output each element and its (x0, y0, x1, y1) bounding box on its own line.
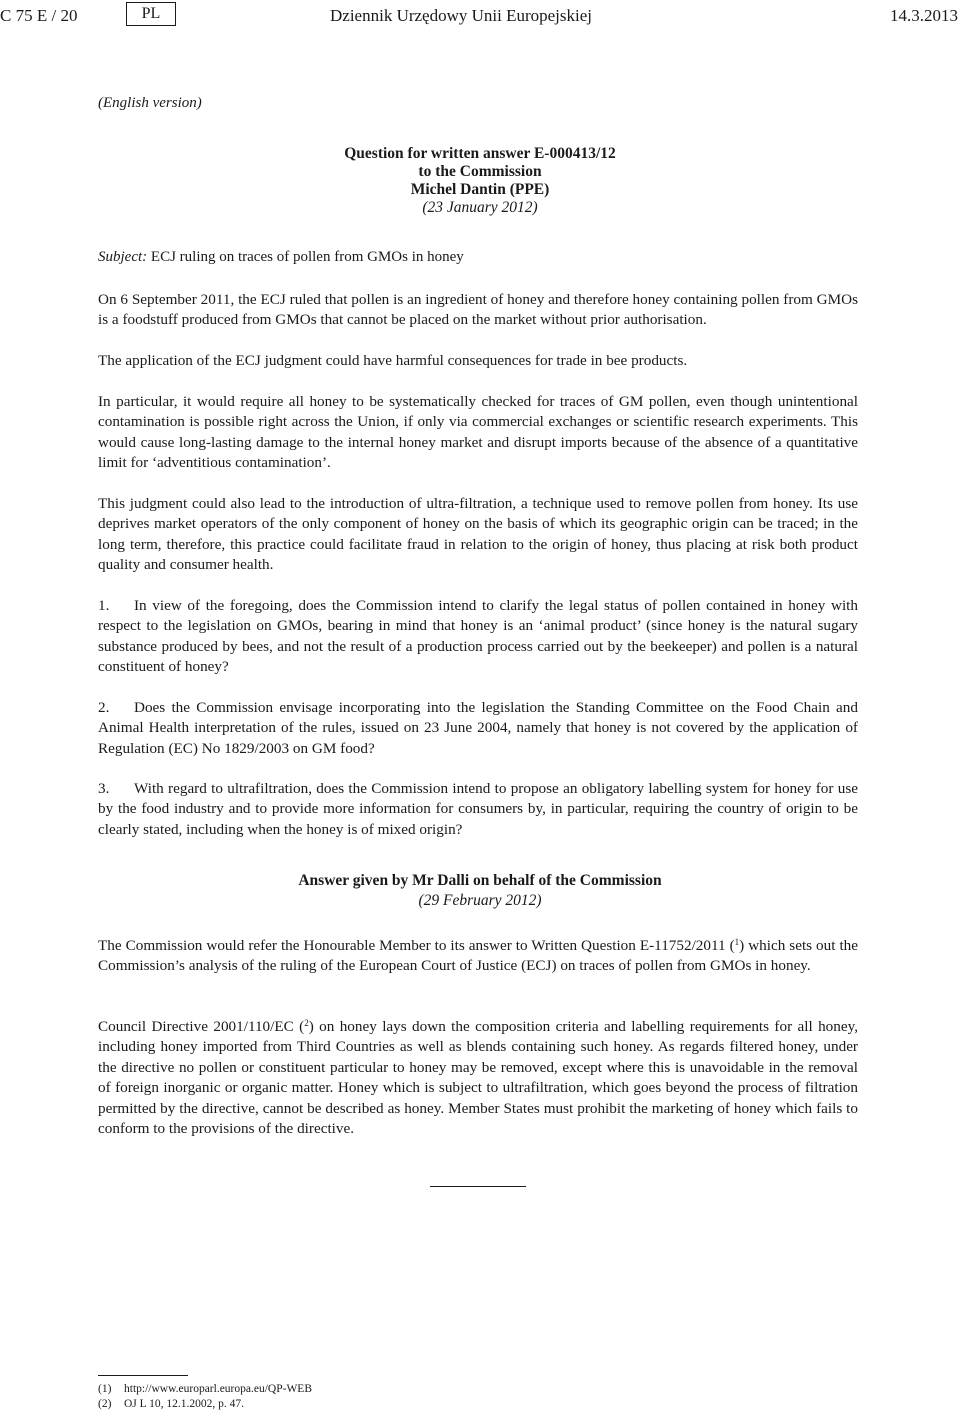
answer-date: (29 February 2012) (418, 892, 542, 909)
subject-line (98, 247, 464, 267)
question-item-2 (98, 698, 858, 759)
question-title: Question for written answer E-000413/12 (344, 145, 616, 162)
question-heading (300, 145, 660, 217)
footnote-marker: (1) (98, 1383, 112, 1395)
subject-text: ECJ ruling on traces of pollen from GMOs in honey (150, 249, 464, 265)
question-number: 1. (98, 597, 110, 614)
question-text: With regard to ultrafiltration, does the Commission intend to propose an obligatory labelling system for honey for use by the food industry and to provide more information for consumers by, in particular, requiring the country of origin to be clearly stated, including when the honey is of mixed origin? (98, 780, 858, 838)
answer-heading (280, 871, 680, 911)
question-date: (23 January 2012) (422, 199, 538, 216)
question-recipient: to the Commission (418, 163, 542, 180)
question-text: Does the Commission envisage incorporating into the legislation the Standing Committee on the Food Chain and Animal Health interpretation of the rules, issued on 23 June 2004, namely that honey is not covered by the application of Regulation (EC) No 1829/2003 on GM food? (98, 699, 858, 757)
question-item-1 (98, 596, 858, 678)
body-paragraph-4: This judgment could also lead to the introduction of ultra-filtration, a technique used to remove pollen from honey. Its use deprives market operators of the only component of honey on the basis of which its geographic origin can be traced; in the long term, therefore, this practice could facilitate fraud in relation to the origin of honey, thus placing at risk both product quality and consumer health. (98, 495, 858, 574)
journal-title: Dziennik Urzędowy Unii Europejskiej (330, 6, 593, 25)
question-text: In view of the foregoing, does the Commission intend to clarify the legal status of pollen contained in honey with respect to the legislation on GMOs, bearing in mind that honey is an ‘animal product’ (since honey is the natural sugary substance produced by bees, and not the result of a production process carried out by the beekeeper) and pollen is a natural constituent of honey? (98, 597, 858, 676)
subject-label: Subject: (98, 249, 148, 265)
question-number: 3. (98, 780, 110, 797)
footnote-divider (98, 1375, 188, 1376)
question-item-3 (98, 779, 858, 840)
answer-paragraph-2 (98, 1013, 858, 1139)
footnote-1 (98, 1382, 312, 1396)
version-label: (English version) (98, 95, 202, 111)
body-paragraph-3: In particular, it would require all honey to be systematically checked for traces of GM pollen, even though unintentional contamination is possible right across the Union, if only via commercial exchanges or scientific research experiments. This would cause long-lasting damage to the internal honey market and disrupt imports because of the absence of a quantitative limit for ‘adventitious contamination’. (98, 393, 858, 472)
answer-text: The Commission would refer the Honourable Member to its answer to Written Question E-11752/2011 ( (98, 937, 735, 954)
series-number: C 75 E / 20 (0, 6, 78, 25)
answer-paragraph-1 (98, 932, 858, 977)
footnote-ref-1[interactable]: 1 (734, 937, 740, 947)
answer-text: ) which sets out the Commission’s analysis of the ruling of the European Court of Justice (ECJ) on traces of pollen from GMOs in honey. (98, 937, 859, 975)
answer-text: Council Directive 2001/110/EC ( (98, 1018, 305, 1035)
question-number: 2. (98, 699, 110, 716)
footnote-text: OJ L 10, 12.1.2002, p. 47. (124, 1398, 245, 1410)
body-paragraph-2: The application of the ECJ judgment could have harmful consequences for trade in bee products. (98, 352, 688, 369)
question-author: Michel Dantin (PPE) (410, 181, 550, 198)
body-paragraph-1: On 6 September 2011, the ECJ ruled that pollen is an ingredient of honey and therefore honey containing pollen from GMOs is a foodstuff produced from GMOs that cannot be placed on the market without prior authorisation. (98, 291, 858, 329)
answer-title: Answer given by Mr Dalli on behalf of the Commission (298, 872, 662, 889)
language-code-box: PL (126, 2, 176, 26)
footnote-marker: (2) (98, 1398, 112, 1410)
footnote-link[interactable]: http://www.europarl.europa.eu/QP-WEB (124, 1383, 312, 1395)
footnote-2 (98, 1397, 244, 1411)
answer-text: ) on honey lays down the composition criteria and labelling requirements for all honey, including honey imported from Third Countries as well as blends containing such honey. As regards filtered honey, under the directive no pollen or constituent particular to honey may be removed, except where this is unavoidable in the removal of foreign inorganic or organic matter. Honey which is subject to ultrafiltration, which goes beyond the process of filtration permitted by the directive, cannot be described as honey. Member States must prohibit the marketing of honey which fails to conform to the provisions of the directive. (98, 1018, 858, 1138)
section-divider (430, 1186, 526, 1187)
publication-date: 14.3.2013 (890, 6, 958, 25)
footnote-ref-2[interactable]: 2 (304, 1018, 309, 1028)
